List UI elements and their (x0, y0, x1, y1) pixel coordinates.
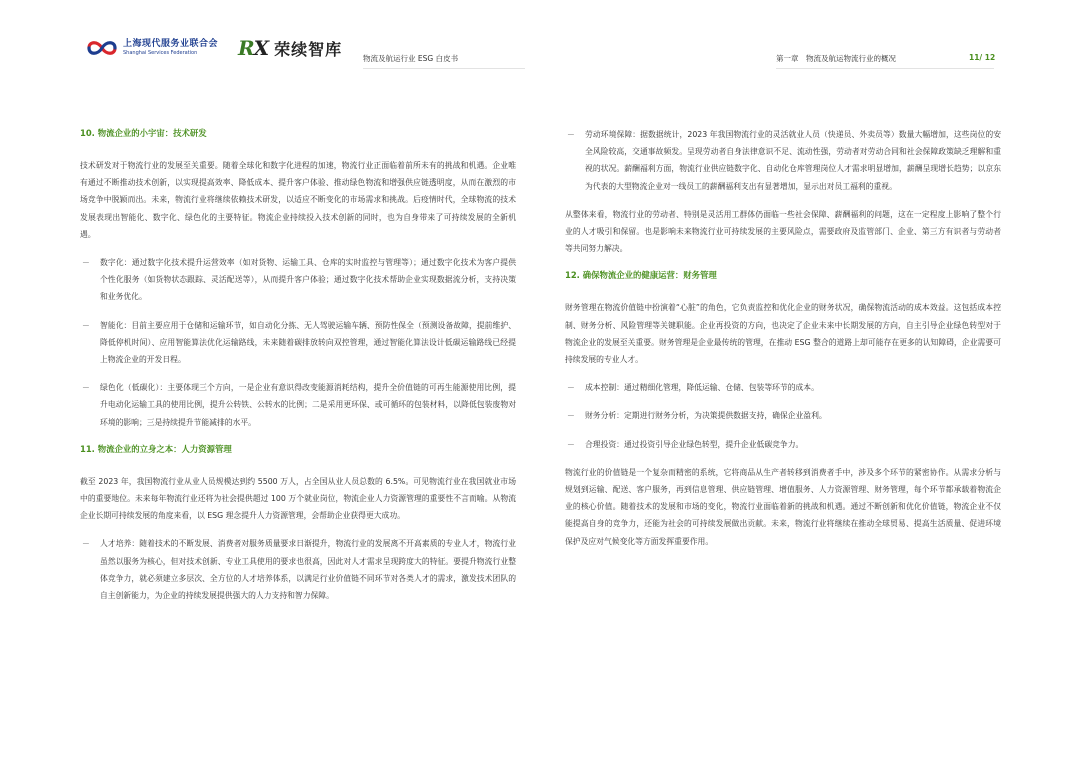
section-heading-12: 12. 确保物流企业的健康运营：财务管理 (565, 270, 717, 281)
brand-name: 荣续智库 (274, 39, 343, 59)
section-heading-10: 10. 物流企业的小宇宙：技术研发 (80, 128, 207, 138)
paragraph: 财务管理在物流价值链中扮演着“心脏”的角色，它负责监控和优化企业的财务状况，确保物流活动的成本效益。这包括成本控制、财务分析、风险管理等关键职能。企业再投资的方向，也决定了企业未来中长期发展的方向，自主引导企业绿色转型对于物流企业的发展至关重要。财务管理是企业最传统的管理，在推动 ESG 整合的道路上却可能存在更多的认知障碍，企业需要可持续发展的专业人才。 (565, 303, 1001, 365)
header-rule-right (776, 68, 994, 69)
ssf-logo (86, 37, 218, 59)
paragraph: 技术研发对于物流行业的发展至关重要。随着全球化和数字化进程的加速，物流行业正面临着前所未有的挑战和机遇。企业唯有通过不断推动技术创新，以实现提高效率、降低成本、提升客户体验、推动绿色物流和增强供应链透明度，从而在激烈的市场竞争中脱颖而出。未来，物流行业将继续依赖技术研发，以适应不断变化的市场需求和挑战。后疫情时代，全球物流的技术发展表现出智能化、数字化、绿色化的主要特征。物流企业持续投入技术创新的同时，也为自身带来了可持续发展的全新机遇。 (80, 161, 516, 239)
section-heading-11: 11. 物流企业的立身之本：人力资源管理 (80, 443, 232, 454)
list-item: － 合理投资：通过投资引导企业绿色转型，提升企业低碳竞争力。 (565, 436, 1001, 453)
org-name-cn: 上海现代服务业联合会 (123, 39, 219, 49)
ssf-logo-icon (86, 37, 118, 59)
page-number: 11/ 12 (969, 53, 996, 62)
left-column (80, 126, 516, 615)
rongxu-logo (238, 36, 342, 60)
bullet-dash: － (82, 258, 90, 268)
bullet-dash: － (567, 411, 575, 421)
list-item: － 数字化：通过数字化技术提升运营效率（如对货物、运输工具、仓库的实时监控与管理等）；通过数字化技术为客户提供个性化服务（如货物状态跟踪、灵活配送等），从而提升客户体验；通过数字化技术帮助企业实现数据流分析，支持决策和业务优化。 (80, 254, 516, 306)
paragraph: 物流行业的价值链是一个复杂而精密的系统，它将商品从生产者转移到消费者手中，涉及多个环节的紧密协作。从需求分析与规划到运输、配送、客户服务，再到信息管理、供应链管理、增值服务、人力资源管理、财务管理，每个环节都承载着物流企业的核心价值。随着技术的发展和市场的变化，物流行业面临着新的挑战和机遇。通过不断创新和优化价值链，物流企业不仅能提高自身的竞争力，还能为社会的可持续发展做出贡献。未来，物流行业将继续在推动全球贸易、提高生活质量、促进环境保护及应对气候变化等方面发挥重要作用。 (565, 467, 1001, 546)
bullet-dash: － (567, 383, 575, 393)
list-item: － 智能化：目前主要应用于仓储和运输环节，如自动化分拣、无人驾驶运输车辆、预防性保全（预测设备故障，提前维护、降低停机时间）、应用智能算法优化运输路线，未来随着碳排放转向双控管理，通过智能化算法设计低碳运输路线已经提上物流企业的开发日程。 (80, 317, 516, 369)
bullet-dash: － (82, 320, 90, 330)
list-item: － 绿色化（低碳化）：主要体现三个方向，一是企业有意识得改变能源消耗结构，提升全价值链的可再生能源使用比例，提升电动化运输工具的使用比例，提升公转铁、公转水的比例；二是采用更环保、或可循环的包装材料，以降低包装废物对环境的影响；三是持续提升节能减排的水平。 (80, 379, 516, 431)
right-column (565, 126, 1001, 561)
page-header (0, 0, 1080, 80)
rx-logo-icon: RX (238, 36, 269, 60)
list-item: － 财务分析：定期进行财务分析，为决策提供数据支持，确保企业盈利。 (565, 407, 1001, 424)
bullet-dash: － (567, 130, 575, 139)
chapter-title: 第一章 物流及航运物流行业的概况 (776, 54, 896, 63)
document-title: 物流及航运行业 ESG 白皮书 (363, 54, 459, 63)
bullet-dash: － (82, 383, 90, 393)
list-item: － 劳动环境保障：据数据统计，2023 年我国物流行业的灵活就业人员（快递员、外卖员等）数量大幅增加，这些岗位的安全风险较高，交通事故频发。呈现劳动者自身法律意识不足、流动性强，劳动者对劳动合同和社会保障政策缺乏理解和重视的状况。薪酬福利方面，物流行业供应链数字化、自动化仓库管理岗位人才需求明显增加，薪酬呈现增长趋势；以京东为代表的大型物流企业对一线员工的薪酬福利支出有显著增加，显示出对员工福利的重视。 (565, 126, 1001, 195)
paragraph: 截至 2023 年，我国物流行业从业人员规模达到约 5500 万人，占全国从业人员总数的 6.5%。可见物流行业在我国就业市场中的重要地位。未来每年物流行业还将为社会提供超过 100 万个就业岗位，物流企业人力资源管理的重要性不言而喻。从物流企业长期可持续发展的角度来看，以 ESG 理念提升人力资源管理，会帮助企业获得更大成功。 (80, 476, 516, 521)
list-item: － 人才培养：随着技术的不断发展、消费者对服务质量要求日渐提升，物流行业的发展离不开高素质的专业人才，物流行业虽然以服务为核心，但对技术创新、专业工具使用的要求也很高，因此对人才需求呈现跨度大的特征。要提升物流行业整体竞争力，就必须建立多层次、全方位的人才培养体系，以满足行业价值链不同环节对各类人才的需求，激发技术团队的自主创新能力，为企业的持续发展提供强大的人力支持和智力保障。 (80, 535, 516, 604)
org-name-en: Shanghai Services Federation (123, 50, 198, 56)
bullet-dash: － (82, 539, 90, 549)
header-rule-left (363, 68, 525, 69)
paragraph: 从整体来看，物流行业的劳动者、特别是灵活用工群体仍面临一些社会保障、薪酬福利的问题，这在一定程度上影响了整个行业的人才吸引和保留。也是影响未来物流行业可持续发展的主要风险点，需要政府及监管部门、企业、第三方有识者与劳动者等共同努力解决。 (565, 209, 1001, 254)
bullet-dash: － (567, 439, 575, 449)
list-item: － 成本控制：通过精细化管理，降低运输、仓储、包装等环节的成本。 (565, 379, 1001, 396)
